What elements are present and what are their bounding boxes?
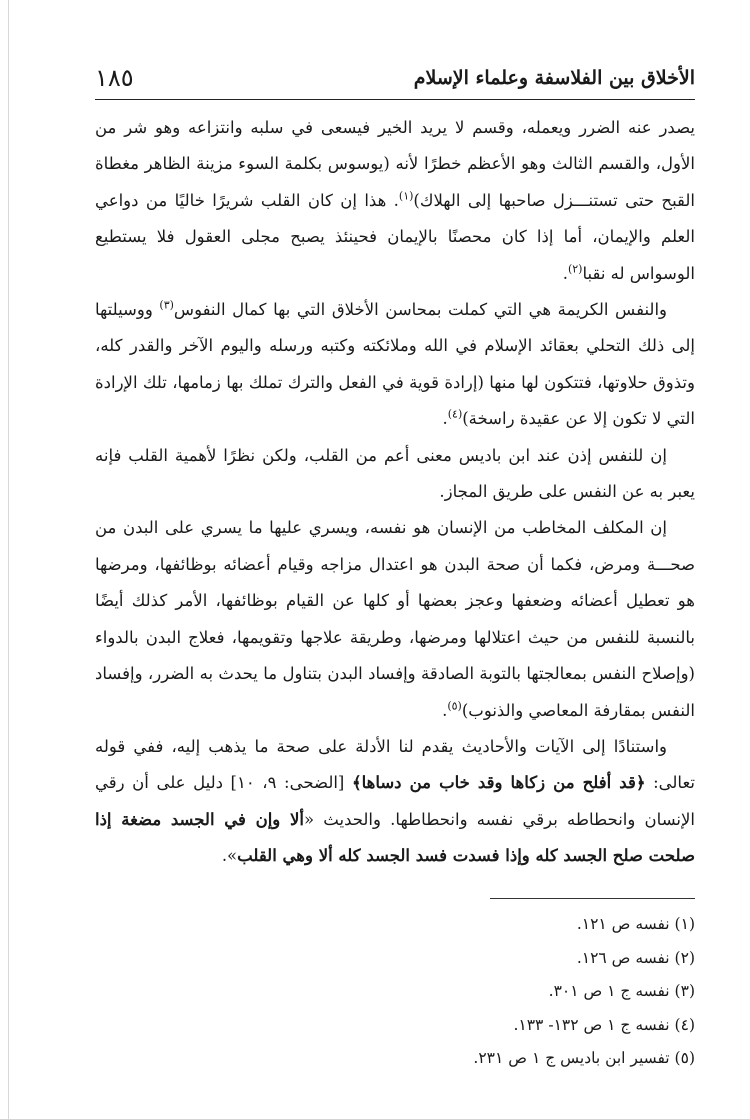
- paragraph: [95, 510, 695, 728]
- paragraph: [95, 110, 695, 292]
- footnote: (٤) نفسه ج ١ ص ١٣٢- ١٣٣.: [513, 1015, 695, 1034]
- footnote: (٣) نفسه ج ١ ص ٣٠١.: [548, 982, 695, 1000]
- bold-quote: ألا وإن في الجسد مضغة إذا صلحت صلح الجسد كله وإذا فسدت فسد الجسد كله ألا وهي القلب: [95, 809, 695, 866]
- text-run: ووسيلتها إلى ذلك التحلي بعقائد الإسلام في الله وملائكته وكتبه ورسله واليوم الآخر والقدر كله، وتذوق حلاوتها، فتتكون لها منها (إرادة قوية في الفعل والترك تملك بها زمامها، تلك الإرادة التي لا تكون إلا عن عقيدة راسخة): [95, 300, 695, 429]
- page-number: ١٨٥: [95, 64, 134, 92]
- paragraph: [95, 729, 695, 875]
- text-run: . هذا إن كان القلب شريرًا خاليًا من دواعي العلم والإيمان، أما إذا كان محصنًا بالإيمان فحينئذ يصبح مجلى العقول فلا يستطيع الوسواس له نقبا: [95, 190, 695, 283]
- text-run: ».: [221, 846, 238, 866]
- running-title: الأخلاق بين الفلاسفة وعلماء الإسلام: [413, 67, 695, 89]
- text-run: واستنادًا إلى الآيات والأحاديث يقدم لنا الأدلة على صحة ما يذهب إليه، ففي قوله تعالى:: [95, 736, 695, 793]
- text-run: [الضحى: ٩، ١٠] دليل على أن رقي الإنسان وانحطاطه برقي نفسه وانحطاطها. والحديث «: [95, 773, 696, 829]
- header-rule: [95, 99, 695, 100]
- footnote-separator: [490, 898, 695, 899]
- footnote-marker: (٤): [447, 407, 463, 421]
- text-run: والنفس الكريمة هي التي كملت بمحاسن الأخلاق التي بها كمال النفوس: [173, 300, 667, 320]
- paragraph: [95, 292, 695, 438]
- footnote-marker: (١): [398, 189, 414, 203]
- text-run: .: [442, 700, 448, 720]
- bold-quote: ﴿قد أفلح من زكاها وقد خاب من دساها﴾: [351, 773, 646, 793]
- footnote: (٢) نفسه ص ١٢٦.: [576, 948, 695, 967]
- page-header: [95, 58, 695, 98]
- footnote: (٥) تفسير ابن باديس ج ١ ص ٢٣١.: [473, 1049, 695, 1067]
- footnote: (١) نفسه ص ١٢١.: [576, 915, 695, 933]
- text-run: .: [442, 409, 448, 429]
- body-text: [95, 110, 695, 875]
- text-run: إن للنفس إذن عند ابن باديس معنى أعم من القلب، ولكن نظرًا لأهمية القلب فإنه يعبر به عن النفس على طريق المجاز.: [95, 445, 695, 502]
- footnote-marker: (٣): [159, 298, 174, 312]
- footnote-marker: (٢): [567, 262, 583, 276]
- text-run: إن المكلف المخاطب من الإنسان هو نفسه، ويسري عليها ما يسري على البدن من صحـــة ومرض، فكما أن صحة البدن هو اعتدال مزاجه وقيام أعضائه بوظائفها، ومرضها هو تعطيل أعضائه وضعفها وعجز بعضها أو كلها عن القيام بوظائفها، الأمر كذلك أيضًا بالنسبة للنفس من حيث اعتلالها ومرضها، وطريقة علاجها وتقويمها، فعلاج البدن بالدواء (وإصلاح النفس بمعالجتها بالتوبة الصادقة وإفساد البدن بتناول ما يحدث به الضرر، وإفساد النفس بمقارفة المعاصي والذنوب): [95, 518, 695, 720]
- footnote-marker: (٥): [447, 699, 462, 712]
- page-edge-line: [8, 0, 9, 1119]
- text-run: يصدر عنه الضرر ويعمله، وقسم لا يريد الخير فيسعى في سلبه وانتزاعه وهو شر من الأول، والقسم الثالث وهو الأعظم خطرًا لأنه (يوسوس بكلمة السوء مزينة الظاهر مغطاة القبح حتى تستنـــزل صاحبها إلى الهلاك): [95, 118, 696, 210]
- footnotes: [95, 908, 695, 1076]
- text-run: .: [562, 263, 568, 283]
- paragraph: [95, 438, 695, 511]
